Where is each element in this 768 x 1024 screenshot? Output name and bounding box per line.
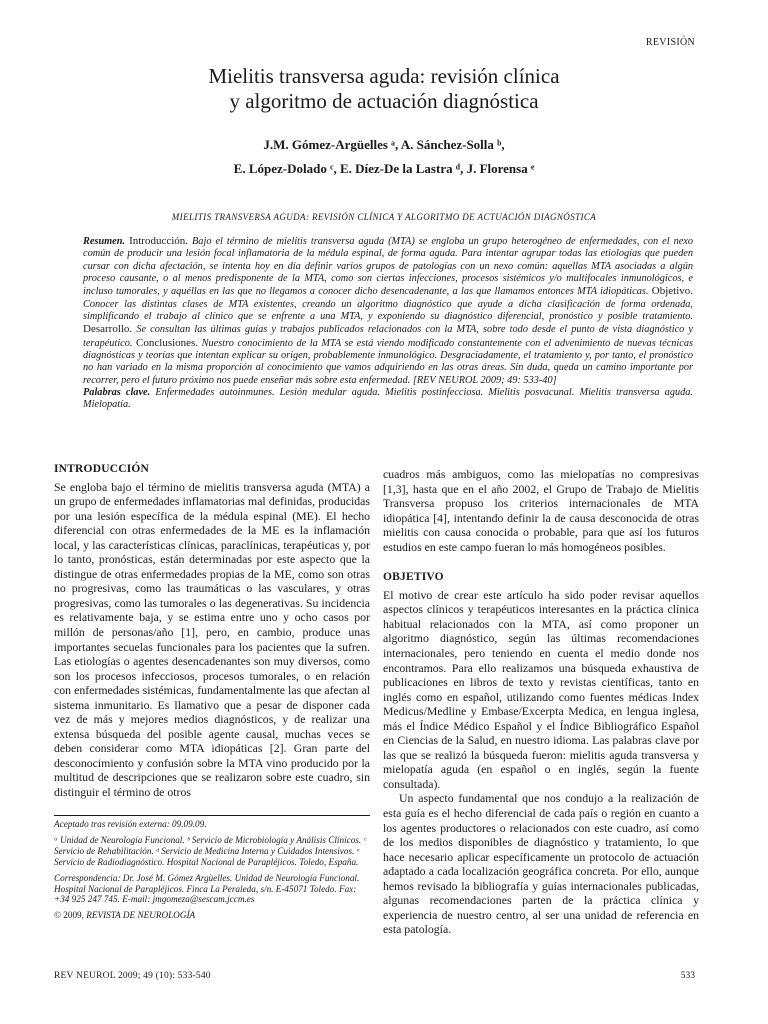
abstract-body xyxy=(83,235,693,387)
copyright-symbol: © 2009, xyxy=(54,910,84,921)
intro-heading: INTRODUCCIÓN xyxy=(54,463,150,475)
article-title-line-1: Mielitis transversa aguda: revisión clínica xyxy=(208,64,560,88)
running-title: MIELITIS TRANSVERSA AGUDA: REVISIÓN CLÍNICA Y ALGORITMO DE ACTUACIÓN DIAGNÓSTICA xyxy=(171,212,597,222)
abstract-conclusions-text: Nuestro conocimiento de la MTA se está viendo modificado constantemente con el advenimiento de nuevas técnicas diagnósticas y teorías que intentan explicar su origen, probablemente inmunológico. Desgraciadamente, el tratamiento y, por tanto, el pronóstico no han variado en la misma proporción al conocimiento que vamos adquiriendo en las otras áreas. Sin duda, queda un camino importante por recorrer, pero el futuro próximo nos puede enseñar más sobre esta enfermedad. [REV NEUROL 2009; 49: 533-40] xyxy=(83,337,694,386)
page-number: 533 xyxy=(680,971,695,981)
abstract-development-text: Se consultan las últimas guías y trabajos publicados relacionados con la MTA, sobre todo desde el punto de vista diagnóstico y terapéutico. xyxy=(83,324,694,349)
correspondence-note: Correspondencia: Dr. José M. Gómez Argüelles. Unidad de Neurología Funcional. Hospital Nacional de Parapléjicos. Finca La Peraleda, s/n. E-45071 Toledo. Fax: +34 925 247 745. E-mail: jmgomeza@sescam.jccm.es xyxy=(54,872,360,905)
abstract-conclusions-heading: Conclusiones. xyxy=(136,336,199,349)
article-title xyxy=(0,64,768,114)
abstract xyxy=(83,235,693,412)
author-line-2: E. López-Dolado ᶜ, E. Díez-De la Lastra ᵈ, J. Florensa ᵉ xyxy=(233,161,535,176)
objective-heading: OBJETIVO xyxy=(383,571,444,584)
intro-paragraph: Se engloba bajo el término de mielitis transversa aguda (MTA) a un grupo de enfermedades inflamatorias mal definidas, producidas por una lesión específica de la médula espinal (ME). El hecho diferencial con otras enfermedades de la ME es la inflamación local, y las características clínicas, paraclínicas, terapéuticas y, por lo tanto, pronósticas, están determinadas por este aspecto que la distingue de otras enfermedades propias de la ME, como son otras no progresivas, como las traumáticas o las vasculares, y otras progresivas, como las tumorales o las degenerativas. Su incidencia es relativamente baja, y se estima entre uno y ocho casos por millón de personas/año [1], pero, en cambio, produce unas importantes secuelas funcionales para los pacientes que la sufren. Las etiologías o agentes desencadenantes son muy diversos, como son los procesos infecciosos, procesos tumorales, o en relación con enfermedades sistémicas, fundamentalmente las que afectan al sistema inmunitario. Es llamativo que a pesar de disponer cada vez de más y mejores medios diagnósticos, y de realizar una extensa búsqueda del posible agente causal, muchas veces se deben considerar como MTA idiopáticas [2]. Gran parte del desconocimiento y confusión sobre la MTA vino producido por la multitud de descripciones que se realizaron sobre este cuadro, sin distinguir el término de otros xyxy=(54,479,370,800)
article-title-line-2: y algoritmo de actuación diagnóstica xyxy=(229,89,539,113)
objective-paragraph-2: Un aspecto fundamental que nos condujo a la realización de esta guía es el hecho diferencial de cada país o región en cuanto a los agentes productores o relacionados con este cuadro, así como de los medios disponibles de diagnóstico y tratamiento, lo que hace necesario aplicar específicamente un protocolo de actuación adaptado a cada localización geográfica concreta. Por ello, aunque hemos revisado la bibliografía y guías internacionales publicadas, algunas recomendaciones parten de la práctica clínica y experiencia de nuestro centro, al ser una unidad de referencia en esta patología. xyxy=(383,791,699,937)
left-column xyxy=(54,462,370,800)
intro-paragraph-continued: cuadros más ambiguos, como las mielopatías no compresivas [1,3], hasta que en el año 2002, el Grupo de Trabajo de Mielitis Transversa propuso los criterios internacionales de MTA idiopática [4], intentando definir la de causa desconocida de otras mielitis con causa conocida o probable, para que así los futuros estudios en este campo fueran lo más homogéneos posibles. xyxy=(383,467,699,554)
copyright-journal: REVISTA DE NEUROLOGÍA xyxy=(86,910,196,921)
abstract-label: Resumen. xyxy=(83,236,126,247)
keywords xyxy=(83,387,693,412)
abstract-intro-heading: Introducción. xyxy=(129,235,189,247)
author-list xyxy=(0,133,768,181)
accepted-note: Aceptado tras revisión externa: 09.09.09. xyxy=(54,819,207,829)
author-line-1: J.M. Gómez-Argüelles ᵃ, A. Sánchez-Solla ᵇ, xyxy=(263,137,505,152)
abstract-development-heading: Desarrollo. xyxy=(83,323,133,336)
abstract-objective-text: Conocer las distintas clases de MTA existentes, creando un algoritmo diagnóstico que ayude a dicha clasificación de forma ordenada, simplificando el trabajo al clínico que se enfrente a una MTA, y exponiendo su diagnóstico diferencial, pronóstico y posible tratamiento. xyxy=(83,298,693,323)
section-tag: REVISIÓN xyxy=(645,37,695,48)
footer-citation: REV NEUROL 2009; 49 (10): 533-540 xyxy=(54,971,211,981)
keywords-text: Enfermedades autoinmunes. Lesión medular aguda. Mielitis postinfecciosa. Mielitis posvacunal. Mielitis transversa aguda. Mielopatía. xyxy=(83,387,693,411)
abstract-intro-text: Bajo el término de mielitis transversa aguda (MTA) se engloba un grupo heterogéneo de enfermedades, con el nexo común de producir una lesión focal inflamatoria de la médula espinal, de forma aguda. Para intentar agrupar todas las etiologías que pueden cursar con dicha afectación, se intenta hoy en día definir varios grupos de patologías con un nexo común: aquellas MTA asociadas a algún proceso causante, o al menos predisponente de la MTA, como son ciertas infecciones, procesos sistémicos y/o multifocales inmunológicos, e incluso tumorales, y aquéllas en las que no llegamos a conocer dicho desencadenante, a las que llamamos entonces MTA idiopáticas. xyxy=(83,236,694,298)
footnotes xyxy=(54,815,370,926)
abstract-objective-heading: Objetivo. xyxy=(651,285,694,298)
affiliations-note: ᵃ Unidad de Neurología Funcional. ᵇ Servicio de Microbiología y Análisis Clínicos. ᶜ Servicio de Rehabilitación. ᵈ Servicio de Medicina Interna y Cuidados Intensivos. ᵉ Servicio de Radiodiagnóstico. Hospital Nacional de Parapléjicos. Toledo, España. xyxy=(54,834,366,867)
keywords-label: Palabras clave. xyxy=(83,387,151,399)
objective-paragraph-1: El motivo de crear este artículo ha sido poder revisar aquellos aspectos clínicos y terapéuticos interesantes en la práctica clínica habitual relacionados con la MTA, así como proponer un algoritmo diagnóstico, según las últimas recomendaciones internacionales, pero teniendo en cuenta el medio donde nos encontramos. Para ello realizamos una búsqueda exhaustiva de publicaciones en libros de texto y revistas científicas, tanto en inglés como en español, utilizando como fuentes médicas Index Medicus/Medline y Embase/Excerpta Medica, en lengua inglesa, más el Índice Médico Español y el Índice Bibliográfico Español en Ciencias de la Salud, en nuestro idioma. Las palabras clave por las que se realizó la búsqueda fueron: mielitis aguda transversa y mielopatía aguda (en español o en inglés, según la fuente consultada). xyxy=(383,587,699,791)
right-column xyxy=(383,467,699,937)
copyright-note xyxy=(54,910,370,921)
